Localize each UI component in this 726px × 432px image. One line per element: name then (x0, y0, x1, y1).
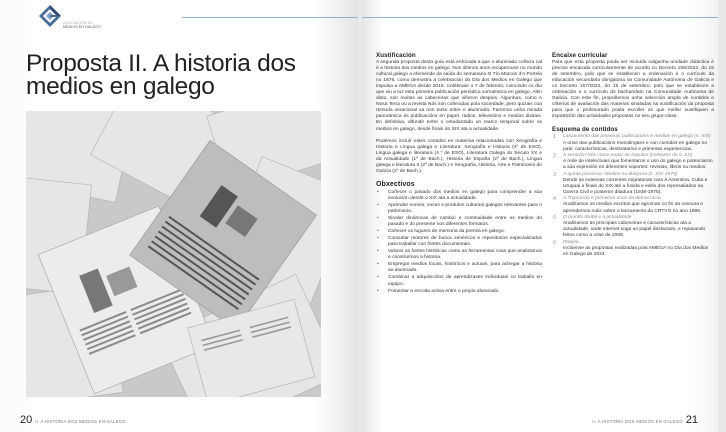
section-heading: Xustificación (376, 52, 416, 59)
list-item: • Valorar as fontes históricas como as ferramentas coas que analizamos e construímos a historia. (376, 249, 542, 261)
section-heading: Encaixe curricular (552, 52, 608, 59)
page-number: 20 (20, 414, 33, 426)
list-item: • Empregar medios locais, históricos e actuais, para achegar a historia ao alumnado. (376, 262, 542, 274)
running-head: II. A HISTORIA DOS MEDIOS EN GALEGO (35, 419, 126, 424)
list-item: • Combinar a adquisicións de aprendizaxes individuais co traballo en equipo. (376, 275, 542, 287)
list-item: • Coñecer o pasado dos medios en galego para comprender a súa evolución dende o XIX ata a actualidade. (376, 190, 542, 202)
outline-item: 4 A Transición e primeiros anos da democracia Analizamos os medios escritos que agroman co fin da censura e aprendemos máis sobre o lanzamento da CRTVG no ano 1985. (553, 196, 703, 214)
page-footer-left (20, 414, 126, 426)
outline-item: 6 Roteiro Inclúense as propostas realizadas pola AMEGA no Día dos Medios en Galego de 2024. (553, 239, 709, 257)
outline-item: 1 Lanzamento das primeiras publicacións e medios en galego (s. XIX) A orixe das publicacións monolingües e con contidos en galego no país: características, destinatarios e primeiras experiencias. (553, 134, 711, 152)
amega-logo-icon (38, 4, 62, 28)
obxectivos-section (376, 181, 542, 295)
esquema-section (552, 126, 714, 257)
xustificacion-section (376, 52, 542, 175)
header-rule (182, 17, 358, 18)
left-column (376, 52, 542, 296)
list-item: • Sinalar dinámicas de cambio e continuidade entre os medios do pasado e do presente nos diferentes formatos. (376, 216, 542, 228)
left-page (0, 0, 358, 432)
section-heading: Esquema de contidos (552, 126, 618, 134)
paragraph: Para que esta proposta poida ser incluída nalgunha unidade didáctica é preciso encaixala curricularmente de acordo co Decreto 156/2022, do 15 de setembro, polo que se establecen a ordenación e o currículo da educación secundaria obrigatoria na Comunidade Autónoma de Galicia e co Decreto 157/2022, do 15 de setembro, polo que se establecen a ordenación e o currículo do bacharelato na Comunidade Autónoma de Galicia. Con este fin, propoñemos unha selección ampla de contidos e criterios de avaliación das materias sinaladas na xustificación da proposta para que o profesorado poida escoller os que mellor xustifiquen a impartición das actividades propostas no seu grupo-clase. (552, 60, 714, 120)
contents-outline (552, 134, 714, 257)
list-item: • Consultar motores de busca xenéricos e repositorios especializados para traballar con fontes documentais. (376, 236, 542, 248)
encaixe-section (552, 52, 714, 120)
list-item: • Coñecer os lugares de memoria da prensa en galego. (376, 229, 542, 235)
outline-item: 2 A xeración Nós como motor de impulso (comezos do s. XX) A rede de intelectuais que fomentaron o uso do galego e potenciaron a súa expresión en diferentes soportes: revistas, libros ou medios. (553, 153, 713, 171)
newspapers-photo (26, 111, 321, 397)
page-number: 21 (685, 414, 698, 426)
objectives-list (376, 190, 542, 295)
paragraph: Podemos incluír estes contidos en materias relacionadas con Xeografía e Historia e Lingua galega e Literatura: Xeografía e Historia (4º de ESO), Lingua galega e literatura (4 º de ESO), Literatura Galega do Século XX e da Actualidade (1º de Bach.), Historia de España (2º de Bach.), Lingua galega e literatura II (2º de Bach.) e Xeografía, Historia, Arte e Patrimonio de Galicia (2º de Bach.). (376, 138, 542, 174)
outline-item: 3 A quinta provincia: Medios na diáspora (s. XIX-1975) Dende as extensas correntes migratorias cara á Arxentina, Cuba e Uruguai a finais do XIX até a fuxida e exilio dos represaliados na Guerra Civil e posterior ditadura (1936-1975). (553, 171, 708, 195)
page-footer-right (592, 414, 698, 426)
logo-wordmark: ASOCIACIÓN DE MEDIOS EN GALEGO (63, 21, 101, 29)
right-page (362, 0, 718, 432)
amega-logo (38, 4, 101, 34)
page-title: Proposta II. A historia dos medios en galego (26, 50, 296, 100)
list-item: • Aprender nomes, voces e produtos culturais galegos relevantes para o patrimonio. (376, 203, 542, 215)
section-heading: Obxectivos (376, 180, 415, 188)
running-head: II. A HISTORIA DOS MEDIOS EN GALEGO (592, 419, 683, 424)
right-column (552, 52, 714, 258)
list-item: • Fomentar a escoita activa entre o propio alumnado. (376, 289, 542, 295)
newspapers-illustration (26, 111, 321, 397)
paragraph: A segunda proposta desta guía está enfocada a que o alumnado coñeza cal é a historia dos medios en galego. Nos últimos anos recuperouse no mundo cultural galego a efeméride da saída do semanario O Tío Marcos d'A Portela no 1876, como demostra a celebración do Día dos Medios en Galego que impulsa a AMEGA desde 2018. Celébrase o 7 de febreiro, coincindo co día que viu a luz esta primeira publicación periódica xornalística en galego. Alén disto, son moitas as cabeceiras que viñeron despois. Algunhas, como A Nosa Terra ou a revista Nós son coñecidas pola sociedade, pero quizais coa remuda xeracional xa non tanto entre o alumnado. Faremos unha mirada panorámica ás publicacións en papel, radios, televisións e medios dixitais. En definitiva, difundir entre o estudantado un marco temporal sobre os medios en galego, desde finais do XIX ata a actualidade. (376, 60, 542, 132)
header-rule (362, 17, 718, 18)
outline-item: 5 O mundo dixital e a actualidade Analizamos as principais cabeceiras e características ata a actualidade, onde internet xoga un papel destacado, e repasando feitos como a crise de 2008. (553, 215, 706, 239)
